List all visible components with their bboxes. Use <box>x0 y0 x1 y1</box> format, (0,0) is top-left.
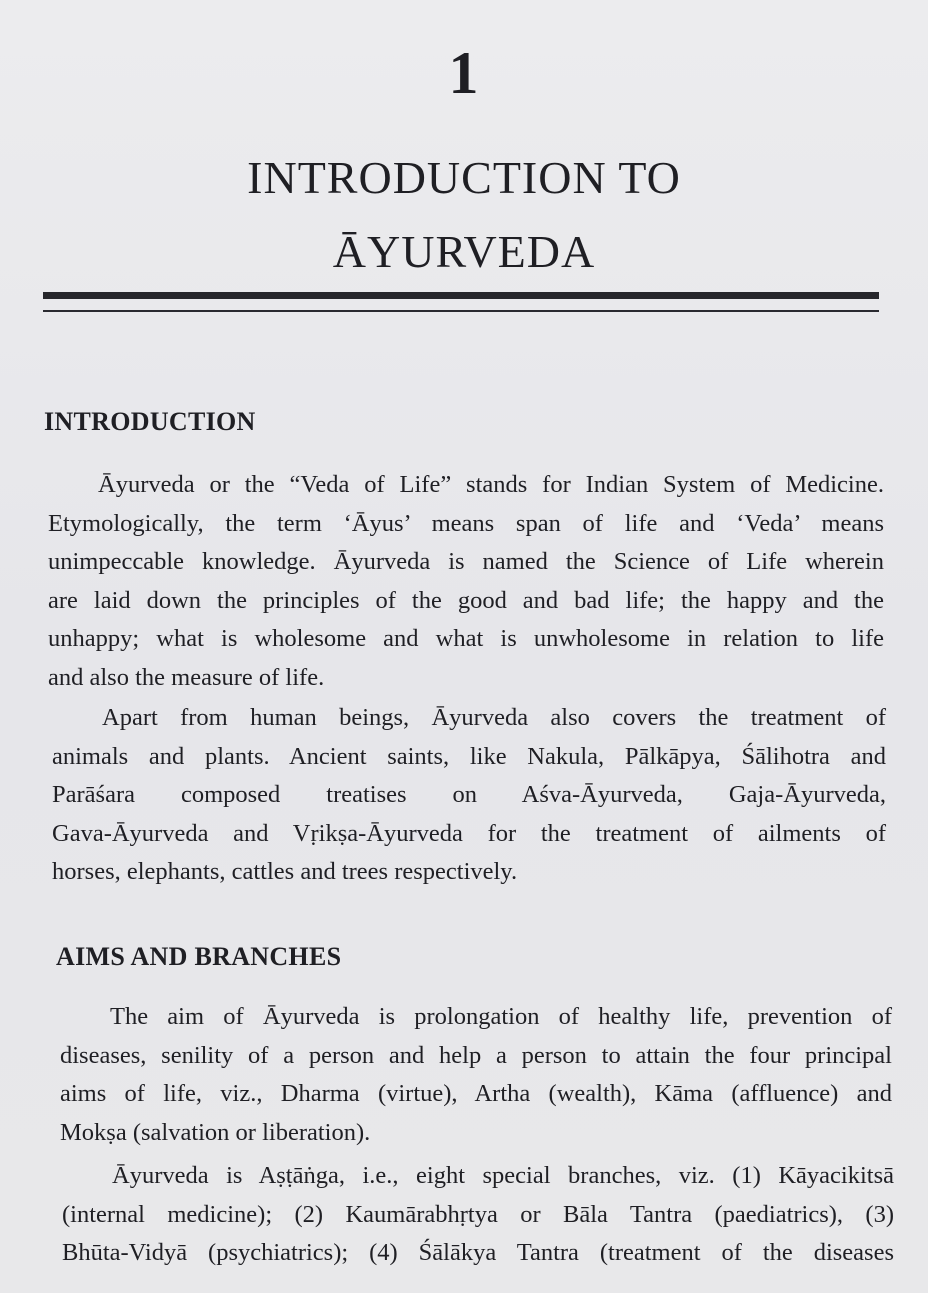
text-line: unimpeccable knowledge. Āyurveda is named the Science of Life wherein <box>48 548 884 575</box>
section-heading-introduction: INTRODUCTION <box>44 407 256 436</box>
text-line: diseases, senility of a person and help a person to attain the four principal <box>60 1041 892 1069</box>
chapter-title-line-2: ĀYURVEDA <box>332 226 596 277</box>
chapter-number: 1 <box>448 40 480 106</box>
text-line: Bhūta-Vidyā (psychiatrics); (4) Śālākya Tantra (treatment of the diseases <box>62 1239 894 1266</box>
text-line: Etymologically, the term ‘Āyus’ means span of life and ‘Veda’ means <box>48 509 884 537</box>
text-line: animals and plants. Ancient saints, like Nakula, Pālkāpya, Śālihotra and <box>52 742 886 770</box>
text-line: unhappy; what is wholesome and what is unwholesome in relation to life <box>48 625 884 652</box>
text-line: (internal medicine); (2) Kaumārabhṛtya or Bāla Tantra (paediatrics), (3) <box>62 1200 894 1228</box>
paragraph-intro-1 <box>48 466 884 697</box>
chapter-title-line-1: INTRODUCTION TO <box>247 152 681 203</box>
text-line: The aim of Āyurveda is prolongation of healthy life, prevention of <box>110 1003 892 1030</box>
text-line: aims of life, viz., Dharma (virtue), Artha (wealth), Kāma (affluence) and <box>60 1080 892 1107</box>
title-rule-thin <box>43 310 879 312</box>
text-line: horses, elephants, cattles and trees respectively. <box>52 858 518 885</box>
text-line: and also the measure of life. <box>48 663 325 691</box>
title-rule-thick <box>43 292 879 299</box>
text-line: Āyurveda or the “Veda of Life” stands for Indian System of Medicine. <box>98 471 884 498</box>
paragraph-aims-1 <box>60 998 892 1152</box>
text-line: are laid down the principles of the good and bad life; the happy and the <box>48 586 884 614</box>
text-line: Parāśara composed treatises on Aśva-Āyurveda, Gaja-Āyurveda, <box>52 781 886 808</box>
text-line: Āyurveda is Aṣṭāṅga, i.e., eight special branches, viz. (1) Kāyacikitsā <box>112 1162 894 1189</box>
paragraph-intro-2 <box>52 699 886 892</box>
text-line: Mokṣa (salvation or liberation). <box>60 1118 371 1146</box>
text-line: Gava-Āyurveda and Vṛikṣa-Āyurveda for the treatment of ailments of <box>52 819 886 847</box>
section-heading-aims-and-branches: AIMS AND BRANCHES <box>56 942 342 971</box>
text-line: Apart from human beings, Āyurveda also covers the treatment of <box>102 704 886 731</box>
paragraph-aims-2 <box>62 1157 894 1273</box>
